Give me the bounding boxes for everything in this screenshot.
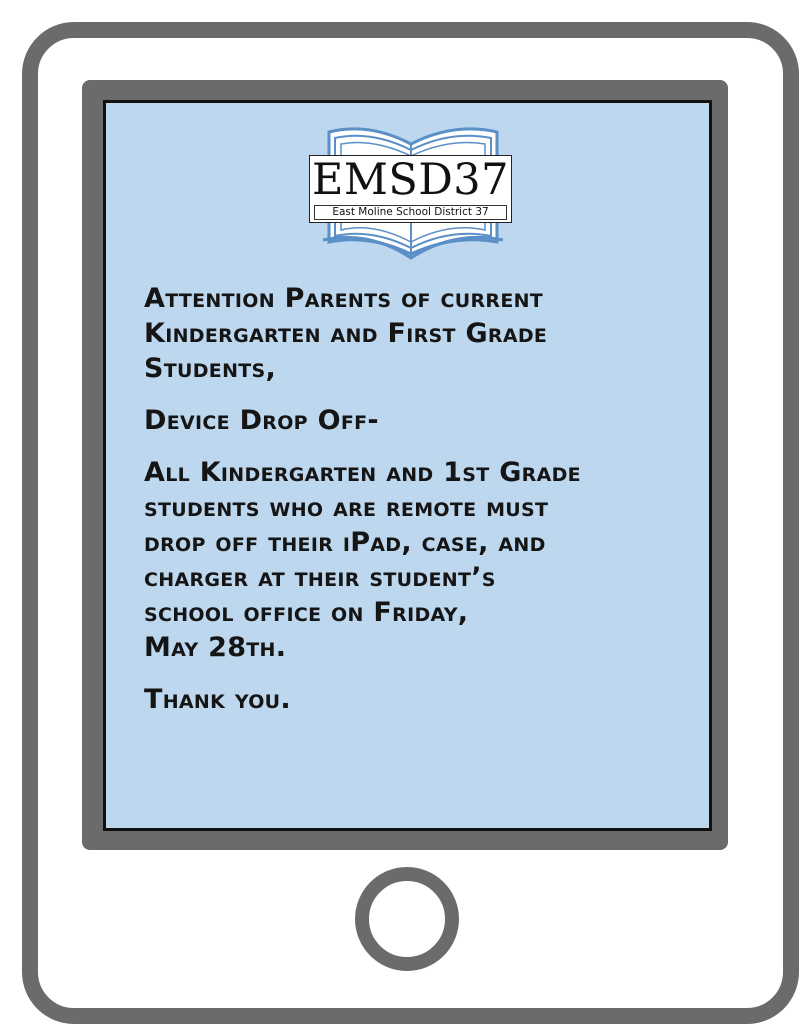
- home-button-icon: [355, 867, 459, 971]
- logo-title: EMSD37: [311, 155, 510, 205]
- tablet-screen: [103, 100, 712, 831]
- announcement-closing: Thank you.: [144, 684, 291, 715]
- announcement-heading: Attention Parents of current Kindergarten and First Grade Students,: [144, 283, 548, 384]
- announcement-subject: Device Drop Off-: [144, 405, 379, 436]
- logo-plate: [309, 155, 512, 223]
- logo-subtitle: East Moline School District 37: [314, 205, 507, 220]
- district-logo: [309, 122, 514, 262]
- announcement-body: All Kindergarten and 1st Grade students who are remote must drop off their iPad, case, and charger at their student’s school office on Friday, May 28th.: [144, 457, 581, 663]
- announcement-message: [144, 281, 704, 734]
